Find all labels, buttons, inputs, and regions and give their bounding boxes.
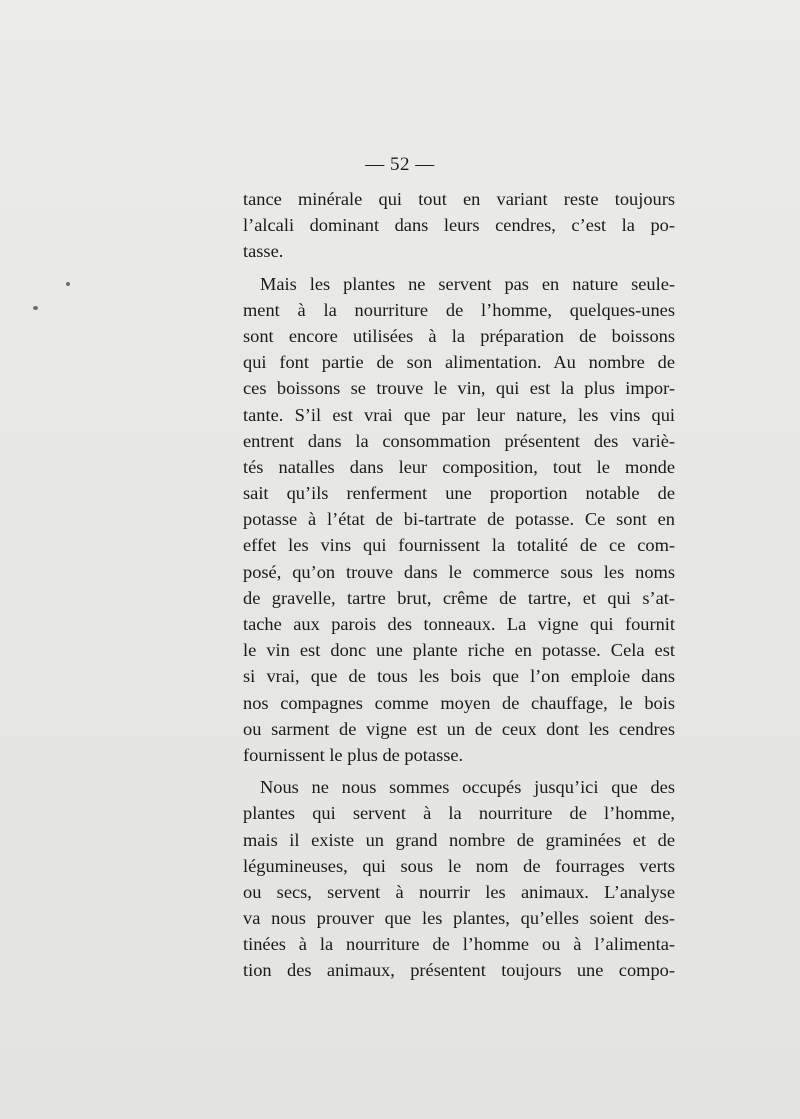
text-line: nos compagnes comme moyen de chauffage, le bois — [243, 692, 675, 713]
page-number: — 52 — — [365, 154, 435, 175]
text-line: tance minérale qui tout en variant reste toujours — [243, 189, 675, 209]
text-line: potasse à l’état de bi-tartrate de potasse. Ce sont en — [243, 509, 675, 530]
text-line: ment à la nourriture de l’homme, quelques-unes — [243, 299, 675, 320]
text-line: tasse. — [243, 241, 284, 262]
paper-speck — [66, 282, 70, 286]
text-line: Nous ne nous sommes occupés jusqu’ici que des — [260, 777, 675, 798]
text-line: ces boissons se trouve le vin, qui est la plus impor- — [243, 378, 675, 399]
text-line: tés natalles dans leur composition, tout le monde — [243, 456, 675, 477]
text-line: qui font partie de son alimentation. Au nombre de — [243, 352, 675, 373]
text-line: ou secs, servent à nourrir les animaux. L’analyse — [243, 881, 675, 902]
paragraph-3 — [243, 774, 675, 984]
text-line: tache aux parois des tonneaux. La vigne qui fournit — [243, 614, 675, 634]
text-line: tinées à la nourriture de l’homme ou à l’alimenta- — [243, 934, 675, 955]
text-line: de gravelle, tartre brut, crême de tartre, et qui s’at- — [243, 587, 675, 608]
text-line: ou sarment de vigne est un de ceux dont les cendres — [243, 718, 675, 739]
paper-speck — [33, 306, 38, 310]
text-line: posé, qu’on trouve dans le commerce sous les noms — [243, 561, 675, 582]
text-line: plantes qui servent à la nourriture de l’homme, — [243, 803, 675, 824]
paragraph-1 — [243, 186, 675, 265]
body-text — [243, 186, 675, 984]
text-line: sont encore utilisées à la préparation de boissons — [243, 325, 675, 346]
text-line: si vrai, que de tous les bois que l’on emploie dans — [243, 666, 675, 687]
text-line: tion des animaux, présentent toujours une compo- — [243, 960, 675, 981]
text-line: mais il existe un grand nombre de graminées et de — [243, 829, 675, 850]
text-line: Mais les plantes ne servent pas en nature seule- — [260, 273, 675, 294]
text-line: sait qu’ils renferment une proportion notable de — [243, 483, 675, 504]
text-line: légumineuses, qui sous le nom de fourrages verts — [243, 855, 675, 876]
text-line: effet les vins qui fournissent la totalité de ce com- — [243, 535, 675, 556]
paragraph-2 — [243, 271, 675, 769]
text-line: tante. S’il est vrai que par leur nature, les vins qui — [243, 404, 675, 425]
text-line: va nous prouver que les plantes, qu’elles soient des- — [243, 908, 675, 929]
text-line: entrent dans la consommation présentent des variè- — [243, 430, 675, 451]
text-line: le vin est donc une plante riche en potasse. Cela est — [243, 640, 675, 661]
text-line: fournissent le plus de potasse. — [243, 744, 464, 765]
text-line: l’alcali dominant dans leurs cendres, c’est la po- — [243, 215, 675, 236]
